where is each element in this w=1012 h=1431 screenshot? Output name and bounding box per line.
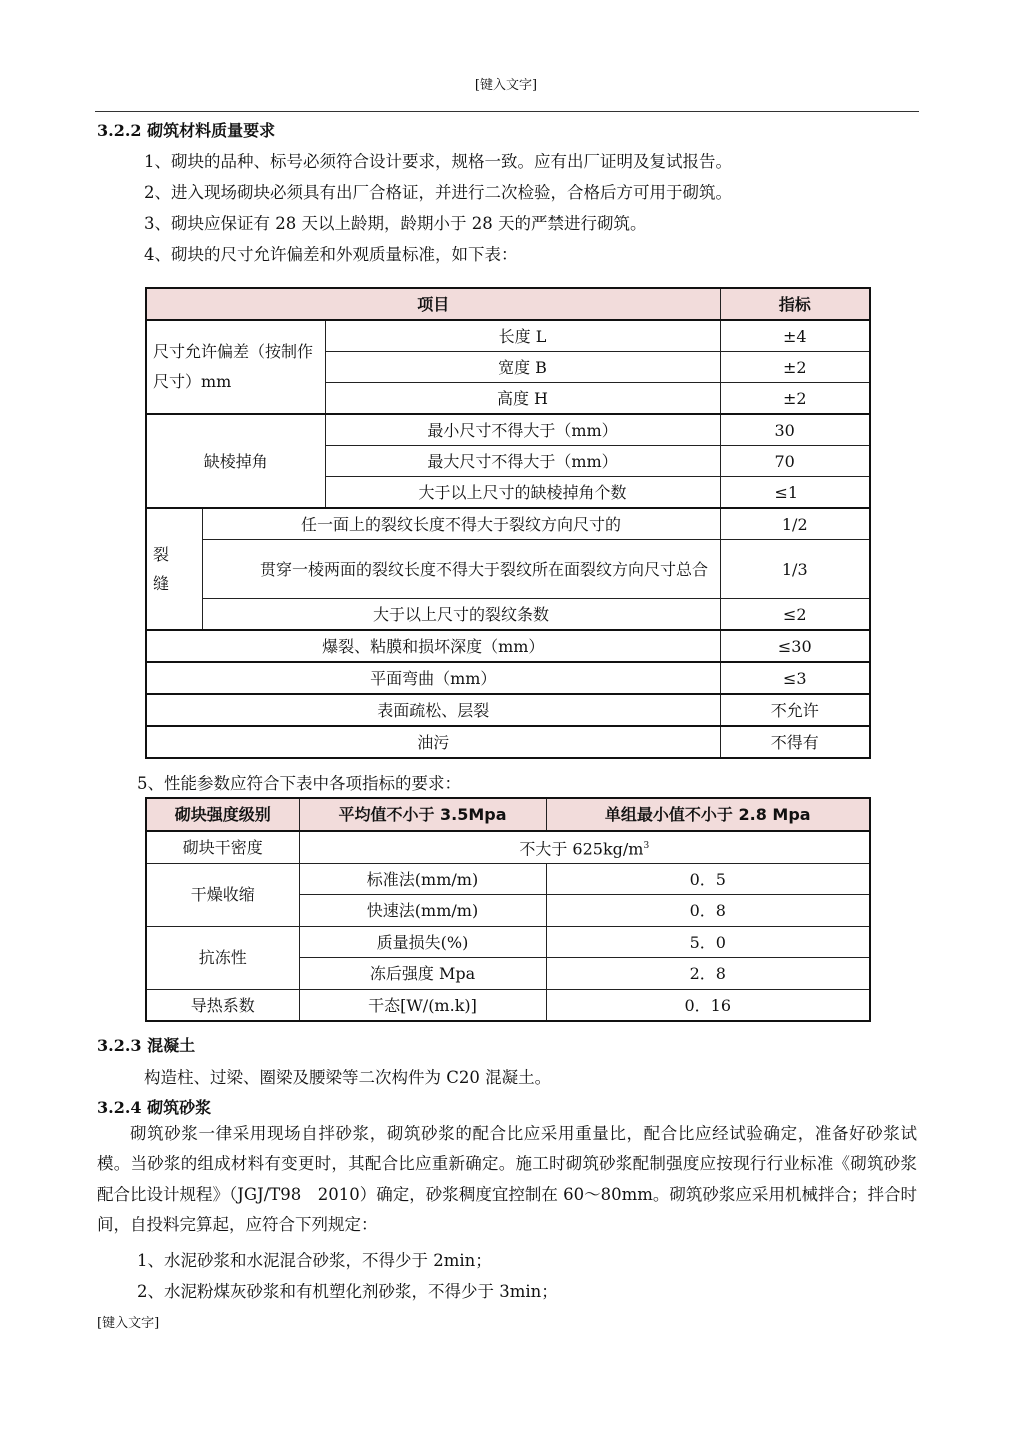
list-item: 4、砌块的尺寸允许偏差和外观质量标准，如下表：: [144, 245, 518, 264]
page-footer: [键入文字]: [97, 1316, 160, 1331]
row-item: 平面弯曲（mm）: [146, 662, 720, 694]
row-value: ≤30: [720, 630, 870, 662]
row-value: 0．8: [546, 895, 870, 927]
section-heading-324: 3.2.4 砌筑砂浆: [97, 1098, 212, 1117]
table-row: [146, 599, 870, 631]
row-value: 0．16: [546, 989, 870, 1021]
row-item: 爆裂、粘膜和损坏深度（mm）: [146, 630, 720, 662]
list-item: 3、砌块应保证有 28 天以上龄期，龄期小于 28 天的严禁进行砌筑。: [144, 214, 647, 233]
table-row: [146, 414, 870, 446]
list-item: 2、进入现场砌块必须具有出厂合格证，并进行二次检验，合格后方可用于砌筑。: [144, 183, 732, 202]
row-item: 高度 H: [325, 383, 720, 415]
table-row: [146, 863, 870, 895]
row-item: 表面疏松、层裂: [146, 694, 720, 726]
table-row: [146, 926, 870, 958]
row-item: 标准法(mm/m): [299, 863, 546, 895]
row-value: 0．5: [546, 863, 870, 895]
paragraph: 砌筑砂浆一律采用现场自拌砂浆，砌筑砂浆的配合比应采用重量比，配合比应经试验确定，准备好砂浆试模。当砂浆的组成材料有变更时，其配合比应重新确定。施工时砌筑砂浆配制强度应按现行行业标准《砌筑砂浆配合比设计规程》（JGJ/T98 2010）确定，砂浆稠度宜控制在 60～80mm。砌筑砂浆应采用机械拌合；拌合时间，自投料完算起，应符合下列规定：: [97, 1124, 917, 1234]
row-label: 抗冻性: [146, 926, 299, 989]
column-header: 砌块强度级别: [146, 798, 299, 831]
table-row: [146, 831, 870, 864]
row-value: ≤1: [720, 477, 870, 509]
row-value: ±2: [720, 383, 870, 415]
row-value: 5．0: [546, 926, 870, 958]
row-value: [299, 831, 870, 864]
row-value: ±4: [720, 320, 870, 352]
crack-label-char: 缝: [153, 574, 170, 593]
row-value: 2．8: [546, 958, 870, 990]
table-row: [146, 726, 870, 758]
block-tolerance-table: [145, 287, 871, 759]
size-group-label: 尺寸允许偏差（按制作尺寸）mm: [146, 320, 325, 414]
corner-group-label: 缺棱掉角: [146, 414, 325, 508]
table-header-row: [146, 288, 870, 320]
row-item: 大于以上尺寸的缺棱掉角个数: [325, 477, 720, 509]
page-header: [键入文字]: [474, 78, 538, 93]
table-row: [146, 320, 870, 352]
row-item: 干态[W/(m.k)]: [299, 989, 546, 1021]
row-value: 70: [720, 446, 870, 477]
row-item: 宽度 B: [325, 352, 720, 383]
row-item: 油污: [146, 726, 720, 758]
table-row: [146, 694, 870, 726]
row-value: 1/2: [720, 508, 870, 540]
row-value: 1/3: [720, 540, 870, 599]
row-label: 干燥收缩: [146, 863, 299, 926]
crack-group-label: [146, 508, 202, 630]
column-header: 平均值不小于 3.5Mpa: [299, 798, 546, 831]
list-item: 5、性能参数应符合下表中各项指标的要求：: [137, 774, 461, 793]
row-value: 不允许: [720, 694, 870, 726]
list-item: 2、水泥粉煤灰砂浆和有机塑化剂砂浆，不得少于 3min；: [137, 1282, 558, 1301]
density-value: 不大于 625kg/m: [519, 838, 644, 858]
row-item: 质量损失(%): [299, 926, 546, 958]
header-divider: [95, 111, 919, 112]
row-value: ≤3: [720, 662, 870, 694]
list-item: 1、砌块的品种、标号必须符合设计要求，规格一致。应有出厂证明及复试报告。: [144, 152, 732, 171]
table-header-row: [146, 798, 870, 831]
column-header-index: 指标: [720, 288, 870, 320]
table-row: [146, 508, 870, 540]
table-row: [146, 630, 870, 662]
row-item: 快速法(mm/m): [299, 895, 546, 927]
row-value: ±2: [720, 352, 870, 383]
row-value: 30: [720, 414, 870, 446]
list-item: 1、水泥砂浆和水泥混合砂浆，不得少于 2min；: [137, 1251, 492, 1270]
row-value: 不得有: [720, 726, 870, 758]
crack-label-char: 裂: [153, 545, 170, 564]
section-heading-323: 3.2.3 混凝土: [97, 1036, 196, 1055]
row-value: ≤2: [720, 599, 870, 631]
column-header: 单组最小值不小于 2.8 Mpa: [546, 798, 870, 831]
row-item: 最大尺寸不得大于（mm）: [325, 446, 720, 477]
paragraph: 构造柱、过梁、圈梁及腰梁等二次构件为 C20 混凝土。: [144, 1068, 552, 1087]
performance-table: [145, 797, 871, 1022]
row-item: 任一面上的裂纹长度不得大于裂纹方向尺寸的: [202, 508, 720, 540]
row-label: 导热系数: [146, 989, 299, 1021]
table-row: [146, 540, 870, 599]
section-heading-322: 3.2.2 砌筑材料质量要求: [97, 121, 276, 140]
row-item: 冻后强度 Mpa: [299, 958, 546, 990]
density-unit-exponent: 3: [643, 840, 650, 851]
row-item: 长度 L: [325, 320, 720, 352]
table-row: [146, 662, 870, 694]
row-item: 贯穿一棱两面的裂纹长度不得大于裂纹所在面裂纹方向尺寸总合: [202, 540, 720, 599]
table-row: [146, 989, 870, 1021]
row-label: 砌块干密度: [146, 831, 299, 864]
row-item: 最小尺寸不得大于（mm）: [325, 414, 720, 446]
column-header-item: 项目: [146, 288, 720, 320]
row-item: 大于以上尺寸的裂纹条数: [202, 599, 720, 631]
